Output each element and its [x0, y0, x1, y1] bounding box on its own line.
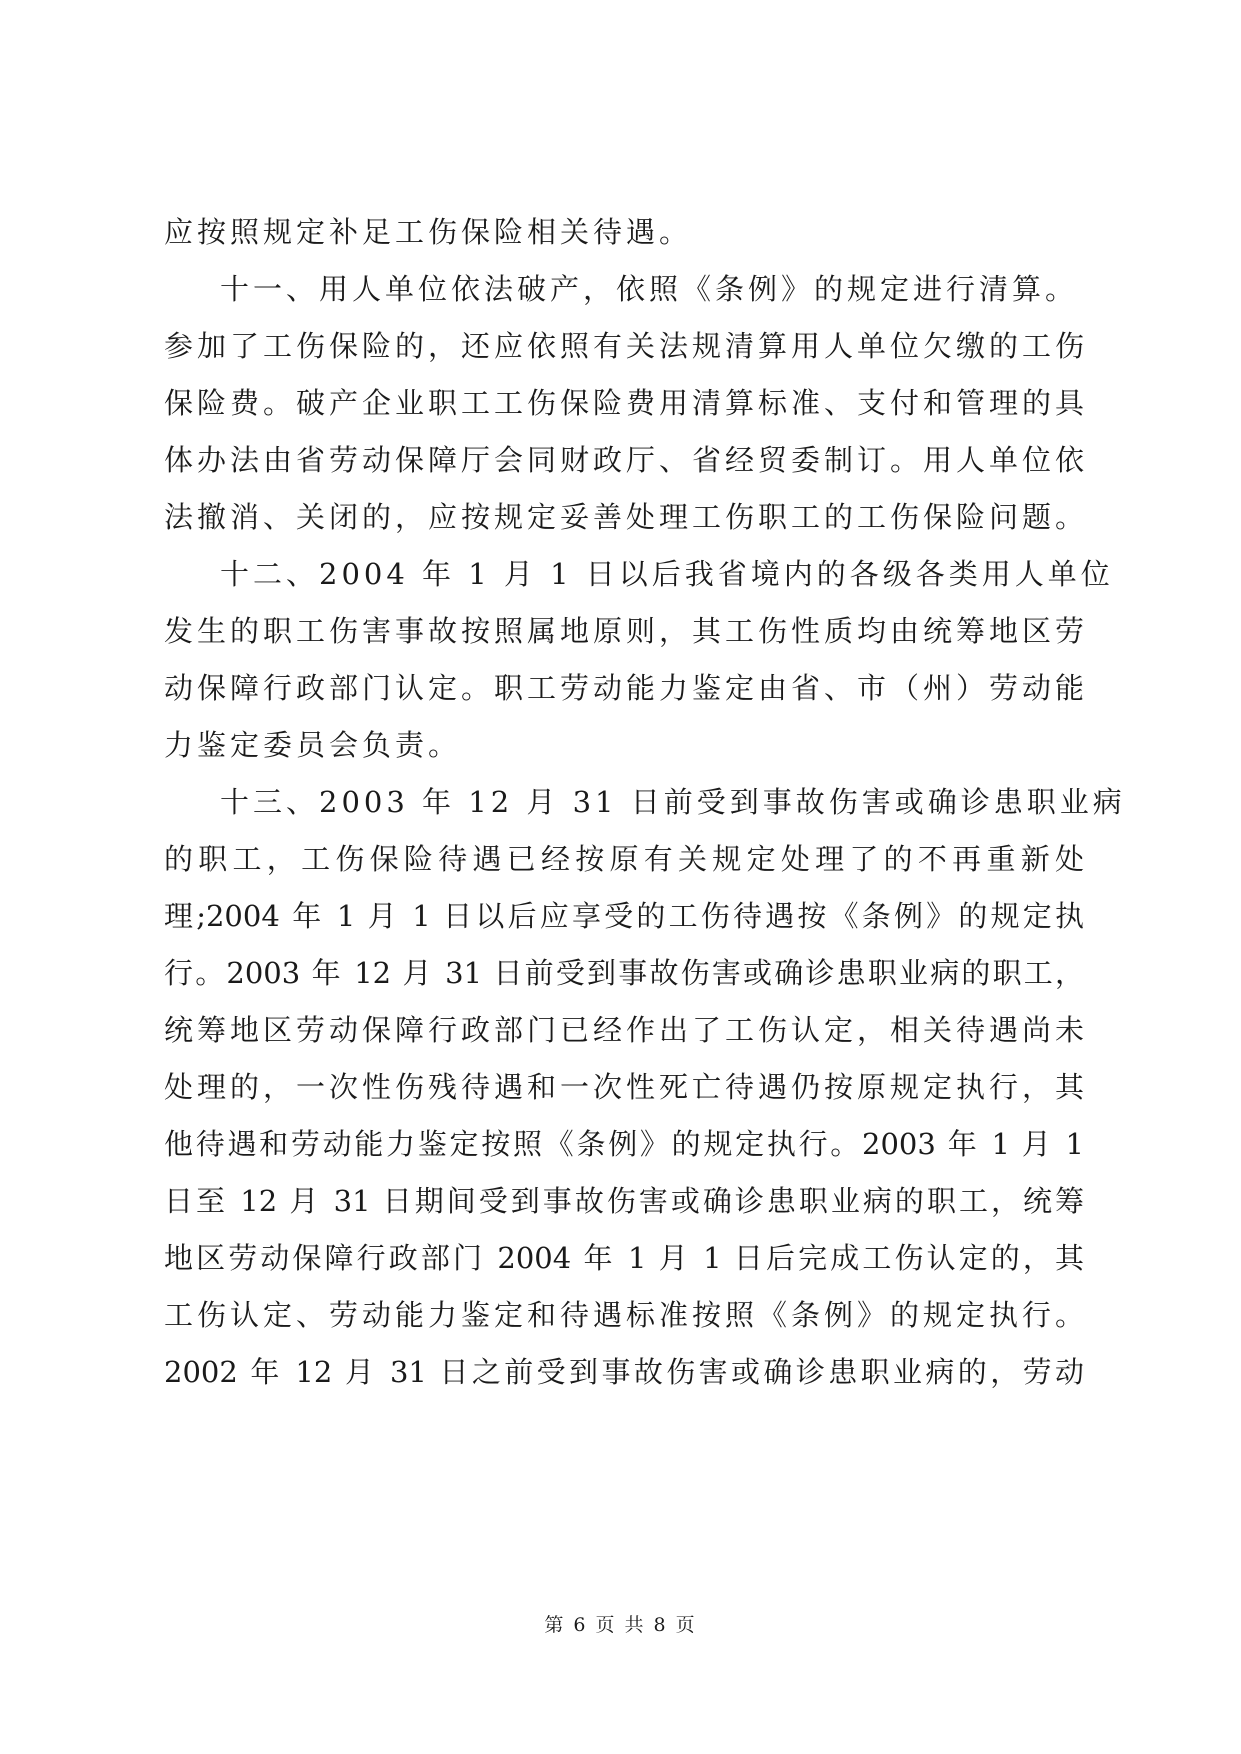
text-line: 他待遇和劳动能力鉴定按照《条例》的规定执行。2003 年 1 月 1 — [164, 1127, 1084, 1161]
page-number-footer: 第 6 页 共 8 页 — [544, 1614, 697, 1636]
text-line: 2002 年 12 月 31 日之前受到事故伤害或确诊患职业病的，劳动 — [164, 1355, 1084, 1389]
text-line: 的职工，工伤保险待遇已经按原有关规定处理了的不再重新处 — [164, 842, 1084, 876]
text-line: 动保障行政部门认定。职工劳动能力鉴定由省、市（州）劳动能 — [164, 671, 1084, 705]
text-line: 日至 12 月 31 日期间受到事故伤害或确诊患职业病的职工，统筹 — [164, 1184, 1084, 1218]
text-line: 法撤消、关闭的，应按规定妥善处理工伤职工的工伤保险问题。 — [164, 500, 1084, 534]
text-line: 地区劳动保障行政部门 2004 年 1 月 1 日后完成工伤认定的，其 — [164, 1241, 1084, 1275]
text-line: 应按照规定补足工伤保险相关待遇。 — [164, 215, 693, 249]
text-line: 参加了工伤保险的，还应依照有关法规清算用人单位欠缴的工伤 — [164, 329, 1084, 363]
text-line: 处理的，一次性伤残待遇和一次性死亡待遇仍按原规定执行，其 — [164, 1070, 1084, 1104]
text-line: 发生的职工伤害事故按照属地原则，其工伤性质均由统筹地区劳 — [164, 614, 1084, 648]
text-line: 工伤认定、劳动能力鉴定和待遇标准按照《条例》的规定执行。 — [164, 1298, 1084, 1332]
text-line: 力鉴定委员会负责。 — [164, 728, 462, 762]
text-line: 统筹地区劳动保障行政部门已经作出了工伤认定，相关待遇尚未 — [164, 1013, 1084, 1047]
text-line: 十三、2003 年 12 月 31 日前受到事故伤害或确诊患职业病 — [220, 785, 1126, 819]
text-line: 十二、2004 年 1 月 1 日以后我省境内的各级各类用人单位 — [220, 557, 1114, 591]
text-line: 理;2004 年 1 月 1 日以后应享受的工伤待遇按《条例》的规定执 — [164, 899, 1084, 933]
text-line: 体办法由省劳动保障厅会同财政厅、省经贸委制订。用人单位依 — [164, 443, 1084, 477]
text-line: 行。2003 年 12 月 31 日前受到事故伤害或确诊患职业病的职工， — [164, 956, 1084, 990]
text-line: 保险费。破产企业职工工伤保险费用清算标准、支付和管理的具 — [164, 386, 1084, 420]
text-line: 十一、用人单位依法破产，依照《条例》的规定进行清算。 — [220, 272, 1079, 306]
